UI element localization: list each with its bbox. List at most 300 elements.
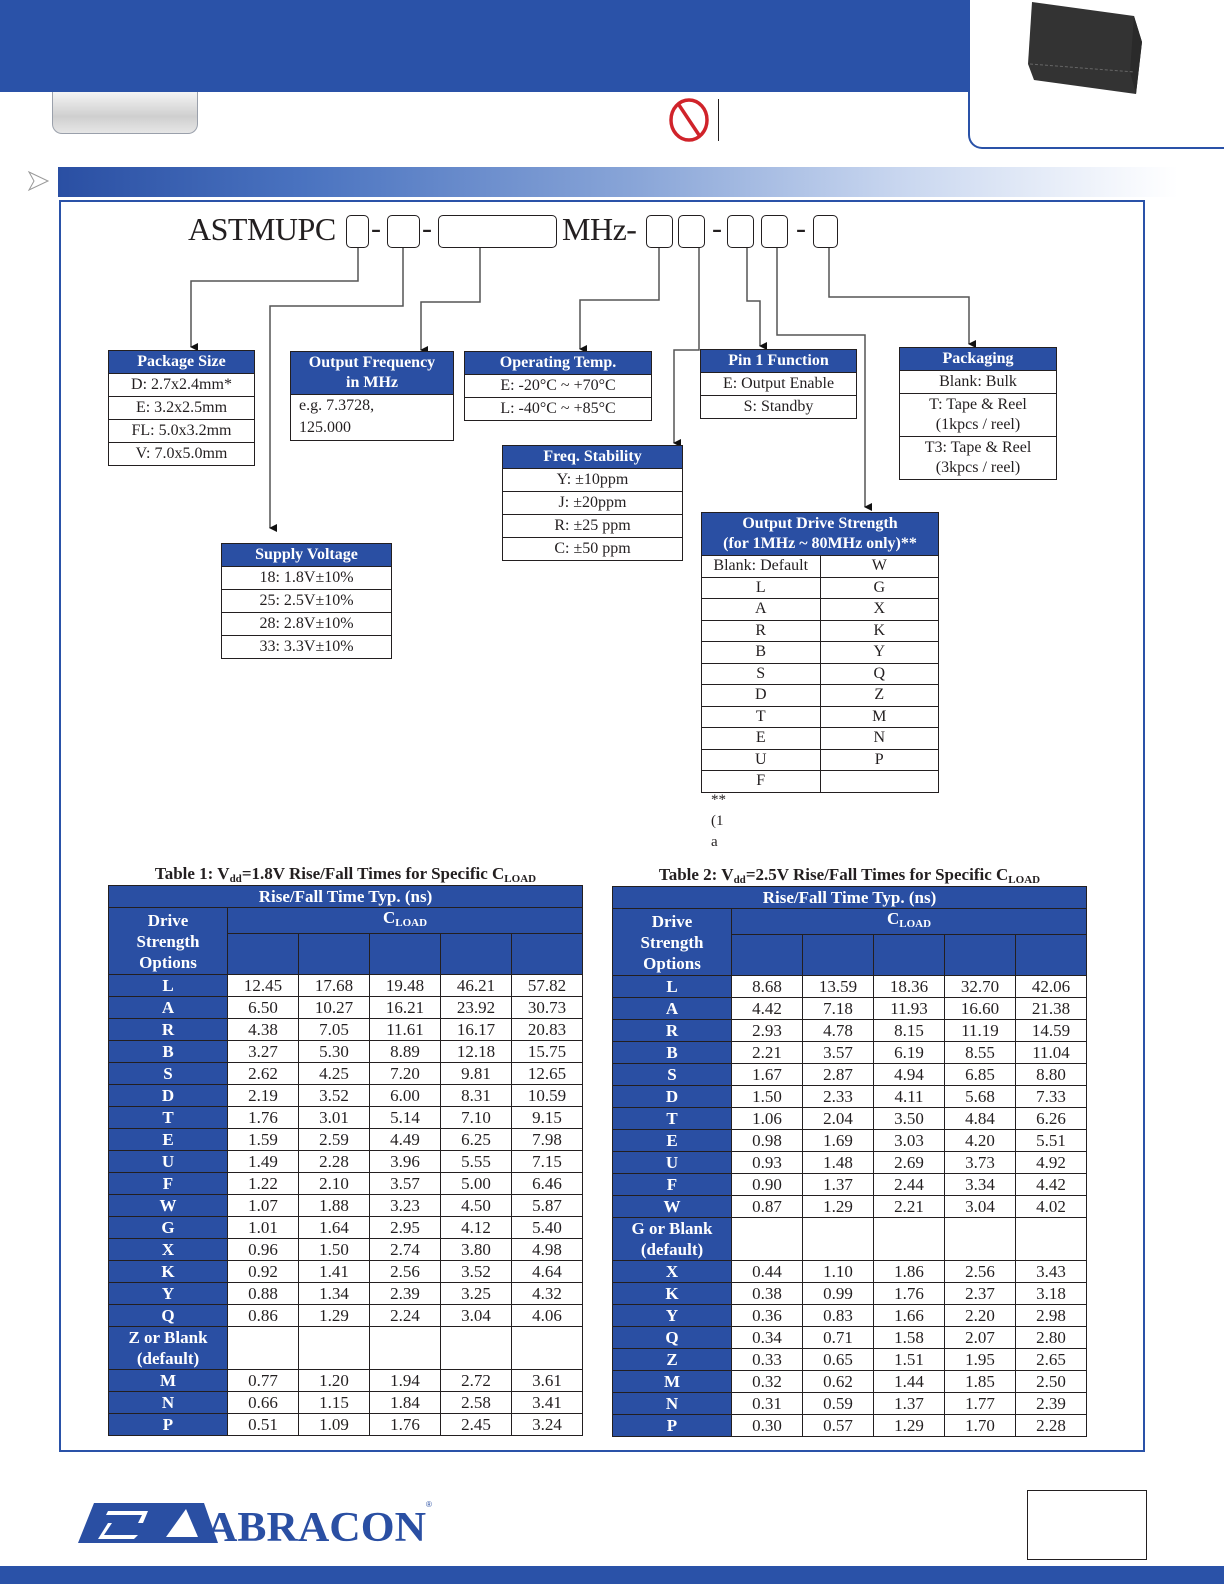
table-row — [613, 1393, 1087, 1415]
box-row — [900, 394, 1056, 437]
table2-title — [612, 865, 1087, 886]
rise-fall-value: 1.70 — [945, 1415, 1016, 1437]
rise-fall-value: 3.80 — [441, 1239, 512, 1261]
rise-fall-value: 16.17 — [441, 1019, 512, 1041]
rise-fall-value: 3.73 — [945, 1152, 1016, 1174]
box-row-line: (1kpcs / reel) — [935, 416, 1021, 433]
box-title-line: (for 1MHz ~ 80MHz only)** — [723, 535, 917, 552]
drive-option-label: E — [109, 1129, 228, 1151]
rise-fall-value: 14.59 — [1016, 1020, 1087, 1042]
rise-fall-value: 0.87 — [732, 1196, 803, 1218]
rise-fall-value: 4.94 — [874, 1064, 945, 1086]
rise-fall-value: 0.99 — [803, 1283, 874, 1305]
rise-fall-value: 1.06 — [732, 1108, 803, 1130]
rise-fall-value: 1.01 — [228, 1217, 299, 1239]
rise-fall-value: 5.55 — [441, 1151, 512, 1173]
table2-rise-fall — [612, 886, 1087, 1437]
cload-text: C — [886, 909, 900, 928]
option-line: (default) — [640, 1240, 704, 1259]
drive-option-label: B — [109, 1041, 228, 1063]
rise-fall-value: 5.14 — [370, 1107, 441, 1129]
title-sub: LOAD — [504, 873, 537, 885]
rise-fall-value: 0.86 — [228, 1305, 299, 1327]
slot-operating-temp — [646, 215, 673, 248]
drive-option-row — [702, 749, 938, 771]
title-text: Table 1: V — [154, 864, 230, 883]
footnote-line: a — [711, 834, 718, 850]
drive-option-label: S — [109, 1063, 228, 1085]
option-line: (default) — [136, 1349, 200, 1368]
rise-fall-value: 21.38 — [1016, 998, 1087, 1020]
rise-fall-value: 5.00 — [441, 1173, 512, 1195]
table-row — [109, 1063, 583, 1085]
rise-fall-value: 2.28 — [1016, 1415, 1087, 1437]
box-row — [900, 437, 1056, 479]
rise-fall-value: 2.95 — [370, 1217, 441, 1239]
rise-fall-value: 1.29 — [874, 1415, 945, 1437]
rise-fall-value: 0.32 — [732, 1371, 803, 1393]
rise-fall-value: 1.86 — [874, 1261, 945, 1283]
part-dash: - — [371, 212, 381, 245]
rise-fall-value: 3.57 — [370, 1173, 441, 1195]
rise-fall-value: 3.52 — [441, 1261, 512, 1283]
header-cload-value — [299, 934, 370, 975]
rise-fall-value: 4.12 — [441, 1217, 512, 1239]
rise-fall-value: 2.04 — [803, 1108, 874, 1130]
rise-fall-value: 2.93 — [732, 1020, 803, 1042]
rise-fall-value: 1.20 — [299, 1370, 370, 1392]
box-title — [291, 352, 453, 395]
rise-fall-value: 16.60 — [945, 998, 1016, 1020]
drive-option-cell: N — [820, 728, 938, 750]
drive-option-row — [702, 663, 938, 685]
rise-fall-value: 1.37 — [874, 1393, 945, 1415]
rise-fall-value: 30.73 — [512, 997, 583, 1019]
title-sub: LOAD — [1008, 874, 1041, 886]
rise-fall-value: 6.50 — [228, 997, 299, 1019]
title-sub: dd — [229, 873, 242, 885]
drive-option-row — [702, 577, 938, 599]
box-title: Pin 1 Function — [701, 350, 856, 373]
table-row — [109, 1327, 583, 1370]
rise-fall-value: 0.36 — [732, 1305, 803, 1327]
drive-option-label: K — [109, 1261, 228, 1283]
rise-fall-value: 1.50 — [299, 1239, 370, 1261]
rise-fall-value: 1.94 — [370, 1370, 441, 1392]
drive-option-cell: Z — [820, 685, 938, 707]
rise-fall-value: 0.92 — [228, 1261, 299, 1283]
drive-option-row — [702, 771, 938, 792]
rise-fall-value: 5.68 — [945, 1086, 1016, 1108]
drive-option-cell: Y — [820, 642, 938, 664]
rise-fall-value: 1.76 — [370, 1414, 441, 1436]
rise-fall-value: 5.51 — [1016, 1130, 1087, 1152]
table-row — [109, 1370, 583, 1392]
rise-fall-value: 18.36 — [874, 976, 945, 998]
rise-fall-value — [370, 1327, 441, 1370]
drive-option-row — [702, 728, 938, 750]
box-row: 18: 1.8V±10% — [222, 567, 391, 590]
drive-option-label: A — [109, 997, 228, 1019]
rise-fall-value: 1.67 — [732, 1064, 803, 1086]
table-row — [109, 1283, 583, 1305]
drive-option-cell: D — [702, 685, 820, 707]
header-main: Rise/Fall Time Typ. (ns) — [613, 887, 1087, 909]
rise-fall-value: 2.33 — [803, 1086, 874, 1108]
rise-fall-value: 3.04 — [441, 1305, 512, 1327]
box-title: Operating Temp. — [465, 352, 651, 375]
rise-fall-value — [803, 1218, 874, 1261]
header-cload-value — [512, 934, 583, 975]
drive-option-label: L — [613, 976, 732, 998]
rise-fall-value: 11.04 — [1016, 1042, 1087, 1064]
drive-option-cell: K — [820, 620, 938, 642]
rise-fall-value — [512, 1327, 583, 1370]
rise-fall-value: 2.45 — [441, 1414, 512, 1436]
rise-fall-value: 2.69 — [874, 1152, 945, 1174]
rise-fall-value: 23.92 — [441, 997, 512, 1019]
rise-fall-value: 2.65 — [1016, 1349, 1087, 1371]
rise-fall-value: 17.68 — [299, 975, 370, 997]
rise-fall-value: 1.29 — [803, 1196, 874, 1218]
drive-option-label: L — [109, 975, 228, 997]
box-title-line: Output Frequency — [308, 354, 436, 371]
rise-fall-value: 6.19 — [874, 1042, 945, 1064]
rise-fall-value: 0.59 — [803, 1393, 874, 1415]
slot-freq-stability — [678, 215, 705, 248]
box-row: 33: 3.3V±10% — [259, 638, 354, 655]
rise-fall-value: 3.24 — [512, 1414, 583, 1436]
rise-fall-value: 2.44 — [874, 1174, 945, 1196]
rise-fall-value: 1.44 — [874, 1371, 945, 1393]
header-cload-value — [1016, 935, 1087, 976]
box-title: Packaging — [900, 348, 1056, 371]
rise-fall-value: 3.01 — [299, 1107, 370, 1129]
rise-fall-value: 4.25 — [299, 1063, 370, 1085]
drive-option-label: X — [613, 1261, 732, 1283]
drive-option-label: F — [613, 1174, 732, 1196]
box-row-line: T: Tape & Reel — [929, 396, 1027, 413]
part-dash: - — [422, 212, 432, 245]
rise-fall-value: 42.06 — [1016, 976, 1087, 998]
box-row: V: 7.0x5.0mm — [135, 445, 228, 462]
table-row — [613, 1371, 1087, 1393]
header-row — [613, 909, 1087, 935]
rise-fall-value: 3.50 — [874, 1108, 945, 1130]
rise-fall-value: 4.38 — [228, 1019, 299, 1041]
box-package-size — [108, 350, 255, 466]
box-row: J: ±20ppm — [503, 492, 682, 515]
box-row-line: (3kpcs / reel) — [935, 459, 1021, 476]
rise-fall-value: 57.82 — [512, 975, 583, 997]
drive-option-label: W — [109, 1195, 228, 1217]
header-tab-chip — [52, 92, 198, 134]
header-cload-value — [732, 935, 803, 976]
header-drive-line: Options — [643, 953, 701, 973]
drive-option-cell: A — [702, 599, 820, 621]
rise-fall-value: 0.38 — [732, 1283, 803, 1305]
rise-fall-value: 10.27 — [299, 997, 370, 1019]
rise-fall-value: 19.48 — [370, 975, 441, 997]
registered-mark: ® — [426, 1500, 432, 1509]
box-packaging — [899, 347, 1057, 480]
box-row: 28: 2.8V±10% — [222, 613, 391, 636]
rise-fall-value: 0.62 — [803, 1371, 874, 1393]
rise-fall-value: 0.31 — [732, 1393, 803, 1415]
rise-fall-value: 7.18 — [803, 998, 874, 1020]
drive-option-label: R — [109, 1019, 228, 1041]
product-photo-icon — [1026, 2, 1144, 94]
drive-option-label: P — [613, 1415, 732, 1437]
table-row — [109, 1392, 583, 1414]
table-row — [613, 1218, 1087, 1261]
drive-option-label: Z — [613, 1349, 732, 1371]
rise-fall-value: 1.10 — [803, 1261, 874, 1283]
rise-fall-value: 2.37 — [945, 1283, 1016, 1305]
box-freq-stability — [502, 445, 683, 561]
box-row: Y: ±10ppm — [503, 469, 682, 492]
drive-option-cell: X — [820, 599, 938, 621]
slot-output-drive — [761, 215, 788, 248]
drive-option-label: Y — [109, 1283, 228, 1305]
rise-fall-value: 0.88 — [228, 1283, 299, 1305]
rise-fall-value: 4.20 — [945, 1130, 1016, 1152]
rise-fall-value: 0.51 — [228, 1414, 299, 1436]
rise-fall-value: 3.57 — [803, 1042, 874, 1064]
box-row: R: ±25 ppm — [503, 515, 682, 538]
logo-text: ABRACON — [206, 1505, 426, 1547]
rise-fall-value: 2.07 — [945, 1327, 1016, 1349]
rise-fall-value: 6.46 — [512, 1173, 583, 1195]
box-row: L: -40°C ~ +85°C — [500, 400, 616, 417]
rise-fall-value: 1.84 — [370, 1392, 441, 1414]
table-row — [109, 1414, 583, 1436]
table-row — [109, 1107, 583, 1129]
rise-fall-value: 4.78 — [803, 1020, 874, 1042]
table-row — [109, 1041, 583, 1063]
drive-option-cell: Blank: Default — [702, 556, 820, 578]
rise-fall-value: 15.75 — [512, 1041, 583, 1063]
drive-option-cell: F — [702, 771, 820, 792]
box-title-line: Output Drive Strength — [742, 515, 898, 532]
header-drive-line: Strength — [136, 931, 200, 951]
rise-fall-value: 7.33 — [1016, 1086, 1087, 1108]
box-row: E: Output Enable — [701, 373, 856, 396]
box-row: 25: 2.5V±10% — [222, 590, 391, 613]
rise-fall-value: 2.20 — [945, 1305, 1016, 1327]
table-row — [613, 998, 1087, 1020]
drive-option-label: M — [109, 1370, 228, 1392]
drive-option-cell: S — [702, 663, 820, 685]
drive-option-label: T — [613, 1108, 732, 1130]
rise-fall-value: 2.56 — [370, 1261, 441, 1283]
header-drive-line: Drive — [147, 910, 189, 930]
rise-fall-value: 8.80 — [1016, 1064, 1087, 1086]
rise-fall-value: 2.21 — [732, 1042, 803, 1064]
drive-option-cell — [820, 771, 938, 792]
table-row — [613, 1349, 1087, 1371]
table-row — [613, 1327, 1087, 1349]
rise-fall-value: 2.39 — [370, 1283, 441, 1305]
box-output-drive-strength — [701, 512, 939, 793]
header-divider — [718, 99, 719, 141]
drive-option-label: U — [613, 1152, 732, 1174]
part-dash: - — [712, 212, 722, 245]
drive-option-cell: R — [702, 620, 820, 642]
rise-fall-value: 1.48 — [803, 1152, 874, 1174]
drive-option-cell: E — [702, 728, 820, 750]
rise-fall-value: 7.10 — [441, 1107, 512, 1129]
option-line: G or Blank — [631, 1219, 713, 1238]
part-number-prefix: ASTMUPC — [188, 211, 336, 247]
cload-sub: LOAD — [395, 917, 428, 929]
drive-option-label: A — [613, 998, 732, 1020]
rise-fall-value: 3.61 — [512, 1370, 583, 1392]
rise-fall-value: 2.21 — [874, 1196, 945, 1218]
rise-fall-value: 7.98 — [512, 1129, 583, 1151]
drive-option-row — [702, 620, 938, 642]
rise-fall-value: 2.39 — [1016, 1393, 1087, 1415]
rise-fall-value: 12.45 — [228, 975, 299, 997]
header-drive-options — [109, 908, 228, 975]
rise-fall-value: 3.34 — [945, 1174, 1016, 1196]
rise-fall-value: 2.62 — [228, 1063, 299, 1085]
rise-fall-value: 4.42 — [1016, 1174, 1087, 1196]
rise-fall-value — [228, 1327, 299, 1370]
rise-fall-value: 3.25 — [441, 1283, 512, 1305]
rise-fall-value: 13.59 — [803, 976, 874, 998]
header-cload-value — [945, 935, 1016, 976]
box-row: FL: 5.0x3.2mm — [109, 420, 254, 443]
rise-fall-value: 5.87 — [512, 1195, 583, 1217]
box-title — [702, 513, 938, 555]
table-row — [613, 1130, 1087, 1152]
drive-option-label: R — [613, 1020, 732, 1042]
rise-fall-value: 9.15 — [512, 1107, 583, 1129]
rise-fall-value: 8.31 — [441, 1085, 512, 1107]
box-title-line: in MHz — [346, 374, 398, 391]
rise-fall-value: 2.58 — [441, 1392, 512, 1414]
page-number-box — [1027, 1490, 1147, 1560]
header-drive-line: Options — [139, 952, 197, 972]
rise-fall-value: 6.85 — [945, 1064, 1016, 1086]
rise-fall-value — [441, 1327, 512, 1370]
table1-rise-fall — [108, 885, 583, 1436]
rise-fall-value: 11.93 — [874, 998, 945, 1020]
drive-option-label: B — [613, 1042, 732, 1064]
section-title-bar — [58, 167, 1178, 197]
box-title: Freq. Stability — [503, 446, 682, 469]
table-row — [613, 1064, 1087, 1086]
table-row — [613, 1283, 1087, 1305]
rise-fall-value: 1.76 — [228, 1107, 299, 1129]
table-row — [109, 1129, 583, 1151]
slot-frequency — [438, 215, 557, 248]
rise-fall-value: 7.15 — [512, 1151, 583, 1173]
table-row — [109, 1019, 583, 1041]
drive-option-label: P — [109, 1414, 228, 1436]
rise-fall-value: 0.57 — [803, 1415, 874, 1437]
rise-fall-value: 0.30 — [732, 1415, 803, 1437]
header-cload-value — [228, 934, 299, 975]
rise-fall-value: 4.50 — [441, 1195, 512, 1217]
rise-fall-value: 5.40 — [512, 1217, 583, 1239]
rise-fall-value: 0.83 — [803, 1305, 874, 1327]
rise-fall-value: 1.22 — [228, 1173, 299, 1195]
drive-option-label: T — [109, 1107, 228, 1129]
abracon-logo — [68, 1497, 438, 1547]
rise-fall-value: 1.41 — [299, 1261, 370, 1283]
rise-fall-value: 0.33 — [732, 1349, 803, 1371]
header-cload-value — [803, 935, 874, 976]
header-banner — [0, 0, 978, 92]
rise-fall-value: 1.15 — [299, 1392, 370, 1414]
table-row — [109, 1085, 583, 1107]
table-row — [109, 1173, 583, 1195]
drive-option-cell: U — [702, 749, 820, 771]
drive-option-row — [702, 599, 938, 621]
header-drive-line: Strength — [640, 932, 704, 952]
rise-fall-value: 6.26 — [1016, 1108, 1087, 1130]
table-row — [109, 1151, 583, 1173]
table-row — [109, 1261, 583, 1283]
rise-fall-value: 1.29 — [299, 1305, 370, 1327]
table-row — [613, 1261, 1087, 1283]
rise-fall-value: 1.37 — [803, 1174, 874, 1196]
rise-fall-value: 8.55 — [945, 1042, 1016, 1064]
drive-option-label: X — [109, 1239, 228, 1261]
rise-fall-value: 1.34 — [299, 1283, 370, 1305]
box-pin1-function — [700, 349, 857, 419]
header-row — [109, 908, 583, 934]
table1-title — [108, 864, 583, 885]
slot-packaging — [813, 215, 838, 248]
rise-fall-value: 4.98 — [512, 1239, 583, 1261]
drive-option-label: F — [109, 1173, 228, 1195]
rise-fall-value: 0.77 — [228, 1370, 299, 1392]
drive-option-label: W — [613, 1196, 732, 1218]
header-drive-options — [613, 909, 732, 976]
box-title: Supply Voltage — [222, 544, 391, 567]
box-row: Blank: Bulk — [900, 371, 1056, 394]
rise-fall-value — [732, 1218, 803, 1261]
rise-fall-value: 6.25 — [441, 1129, 512, 1151]
drive-option-label: Y — [613, 1305, 732, 1327]
rise-fall-value: 6.00 — [370, 1085, 441, 1107]
table-row — [613, 1152, 1087, 1174]
rise-fall-value: 2.80 — [1016, 1327, 1087, 1349]
box-row-line: T3: Tape & Reel — [924, 439, 1032, 456]
option-line: Z or Blank — [128, 1328, 208, 1347]
rise-fall-value: 7.20 — [370, 1063, 441, 1085]
table-row — [613, 1305, 1087, 1327]
box-output-frequency — [290, 351, 454, 441]
rise-fall-value: 10.59 — [512, 1085, 583, 1107]
rise-fall-value: 1.85 — [945, 1371, 1016, 1393]
rise-fall-value: 4.64 — [512, 1261, 583, 1283]
rise-fall-value: 1.58 — [874, 1327, 945, 1349]
rise-fall-value: 4.42 — [732, 998, 803, 1020]
rise-fall-value: 1.09 — [299, 1414, 370, 1436]
box-operating-temp — [464, 351, 652, 421]
rise-fall-value: 1.88 — [299, 1195, 370, 1217]
drive-option-label: Q — [109, 1305, 228, 1327]
table-row — [109, 1217, 583, 1239]
rise-fall-value: 3.27 — [228, 1041, 299, 1063]
drive-option-cell: W — [820, 556, 938, 578]
rise-fall-value: 4.49 — [370, 1129, 441, 1151]
drive-option-cell: G — [820, 577, 938, 599]
